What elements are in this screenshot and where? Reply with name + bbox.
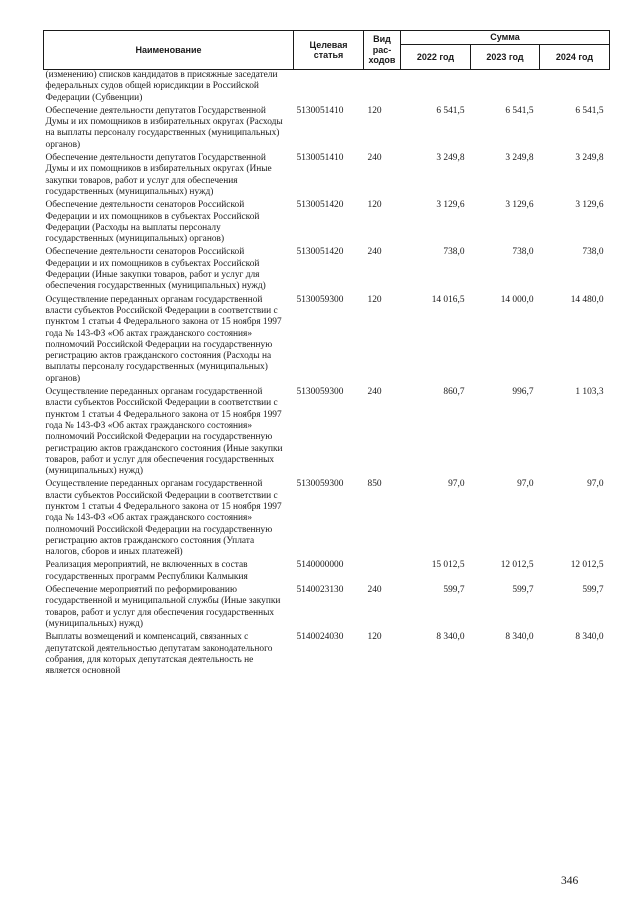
row-amount-2022: 738,0 — [443, 247, 465, 258]
row-name-cell: Обеспечение деятельности депутатов Государственной Думы и их помощников в избирательных округах (Иные закупки товаров, работ и услуг для обеспечения государственных (муниципальных) нужд) — [45, 153, 272, 197]
row-name-cell: Обеспечение мероприятий по реформированию государственной и муниципальной службы (Иные закупки товаров, работ и услуг для обеспечения государственных (муниципальных) нужд) — [45, 585, 281, 629]
row-amount-2022: 15 012,5 — [431, 560, 465, 571]
row-amount-2023: 996,7 — [512, 387, 534, 398]
table-row — [44, 585, 610, 632]
table-row — [44, 247, 610, 294]
table-row — [44, 479, 610, 560]
row-name-cell: Обеспечение деятельности депутатов Государственной Думы и их помощников в избирательных округах (Расходы на выплаты персоналу государственных (муниципальных) органов) — [45, 105, 283, 150]
row-amount-2023: 8 340,0 — [505, 632, 534, 643]
table-row — [44, 560, 610, 585]
budget-table — [43, 30, 610, 679]
row-amount-2024: 599,7 — [582, 585, 604, 596]
table-row — [44, 70, 610, 106]
row-amount-2022 — [401, 70, 471, 106]
row-amount-2023: 3 129,6 — [505, 200, 534, 211]
row-amount-2022: 3 249,8 — [436, 153, 465, 164]
header-year-2023: 2023 год — [471, 45, 540, 70]
row-amount-2023: 97,0 — [517, 479, 534, 490]
row-amount-2023: 599,7 — [512, 585, 534, 596]
row-code-cell: 5140000000 — [296, 560, 344, 571]
row-amount-2023: 3 249,8 — [505, 153, 534, 164]
row-amount-2022: 599,7 — [443, 585, 465, 596]
row-code-cell: 5140024030 — [296, 632, 344, 643]
row-code-cell: 5130059300 — [296, 294, 344, 305]
row-amount-2024: 8 340,0 — [575, 632, 604, 643]
row-amount-2022: 8 340,0 — [436, 632, 465, 643]
row-amount-2022: 3 129,6 — [436, 200, 465, 211]
table-row — [44, 632, 610, 679]
row-vid-cell: 240 — [367, 153, 382, 164]
row-name-cell: Выплаты возмещений и компенсаций, связанных с депутатской деятельностью депутатам законодательного собрания, для которых депутатская деятельность не является основной — [45, 632, 273, 677]
table-row — [44, 153, 610, 200]
row-vid-cell — [364, 560, 401, 585]
row-code-cell: 5130059300 — [296, 387, 344, 398]
row-amount-2024: 3 129,6 — [575, 200, 604, 211]
row-amount-2024: 14 480,0 — [570, 294, 604, 305]
row-amount-2024: 738,0 — [582, 247, 604, 258]
row-code-cell: 5140023130 — [296, 585, 344, 596]
row-code-cell: 5130051410 — [296, 105, 344, 116]
row-amount-2024: 1 103,3 — [575, 387, 604, 398]
row-amount-2023: 738,0 — [512, 247, 534, 258]
header-code: Целевая статья — [294, 31, 364, 70]
row-vid-cell: 240 — [367, 585, 382, 596]
row-name-cell: Реализация мероприятий, не включенных в состав государственных программ Республики Калмыкия — [45, 560, 248, 582]
table-row — [44, 295, 610, 387]
row-amount-2023: 14 000,0 — [500, 294, 534, 305]
row-code-cell — [294, 70, 364, 106]
page-number: 346 — [561, 875, 579, 887]
row-vid-cell: 850 — [367, 479, 382, 490]
table-body — [44, 70, 610, 680]
row-amount-2024: 3 249,8 — [575, 153, 604, 164]
row-code-cell: 5130051420 — [296, 200, 344, 211]
table-row — [44, 387, 610, 479]
table-row — [44, 200, 610, 247]
row-vid-cell: 120 — [367, 200, 382, 211]
table-row — [44, 106, 610, 153]
row-name-cell: Обеспечение деятельности сенаторов Российской Федерации и их помощников в субъектах Российской Федерации (Расходы на выплаты персоналу государственных (муниципальных) органов) — [45, 200, 260, 245]
row-code-cell: 5130051410 — [296, 153, 344, 164]
row-amount-2024 — [540, 70, 610, 106]
row-code-cell: 5130059300 — [296, 479, 344, 490]
row-amount-2023: 12 012,5 — [500, 560, 534, 571]
header-name: Наименование — [44, 31, 294, 70]
header-year-2024: 2024 год — [540, 45, 610, 70]
row-amount-2024: 12 012,5 — [570, 560, 604, 571]
row-vid-cell: 240 — [367, 247, 382, 258]
row-name-cell: Осуществление переданных органам государственной власти субъектов Российской Федерации в соответствии с пунктом 1 статьи 4 Федерального закона от 15 ноября 1997 года № 143-ФЗ «Об актах гражданского состояния» полномочий Российской Федерации на государственную регистрацию актов гражданского состояния (Иные закупки товаров, работ и услуг для обеспечения государственных (муниципальных) нужд) — [45, 387, 283, 477]
header-vid: Вид рас-ходов — [364, 31, 401, 70]
row-amount-2023 — [471, 70, 540, 106]
header-sum: Сумма — [401, 31, 610, 45]
row-amount-2022: 14 016,5 — [431, 294, 465, 305]
row-vid-cell: 120 — [367, 632, 382, 643]
row-name-cell: Осуществление переданных органам государственной власти субъектов Российской Федерации в соответствии с пунктом 1 статьи 4 Федерального закона от 15 ноября 1997 года № 143-ФЗ «Об актах гражданского состояния» полномочий Российской Федерации на государственную регистрацию актов гражданского состояния (Расходы на выплаты персоналу государственных (муниципальных) органов) — [45, 294, 282, 384]
row-vid-cell — [364, 70, 401, 106]
table-header — [44, 31, 610, 70]
row-vid-cell: 120 — [367, 294, 382, 305]
row-amount-2024: 6 541,5 — [575, 105, 604, 116]
row-amount-2022: 860,7 — [443, 387, 465, 398]
row-name-cell: Осуществление переданных органам государственной власти субъектов Российской Федерации в соответствии с пунктом 1 статьи 4 Федерального закона от 15 ноября 1997 года № 143-ФЗ «Об актах гражданского состояния» полномочий Российской Федерации на государственную регистрацию актов гражданского состояния (Уплата налогов, сборов и иных платежей) — [45, 479, 282, 558]
row-vid-cell: 240 — [367, 387, 382, 398]
header-year-2022: 2022 год — [401, 45, 471, 70]
row-amount-2022: 6 541,5 — [436, 105, 465, 116]
row-amount-2023: 6 541,5 — [505, 105, 534, 116]
row-code-cell: 5130051420 — [296, 247, 344, 258]
row-name-cell: Обеспечение деятельности сенаторов Российской Федерации и их помощников в субъектах Российской Федерации (Иные закупки товаров, работ и услуг для обеспечения государственных (муниципальных) нужд) — [45, 247, 266, 292]
row-vid-cell: 120 — [367, 105, 382, 116]
row-amount-2024: 97,0 — [587, 479, 604, 490]
row-amount-2022: 97,0 — [448, 479, 465, 490]
row-name-cell: (изменению) списков кандидатов в присяжные заседатели федеральных судов общей юрисдикции в Российской Федерации (Субвенции) — [45, 70, 278, 103]
